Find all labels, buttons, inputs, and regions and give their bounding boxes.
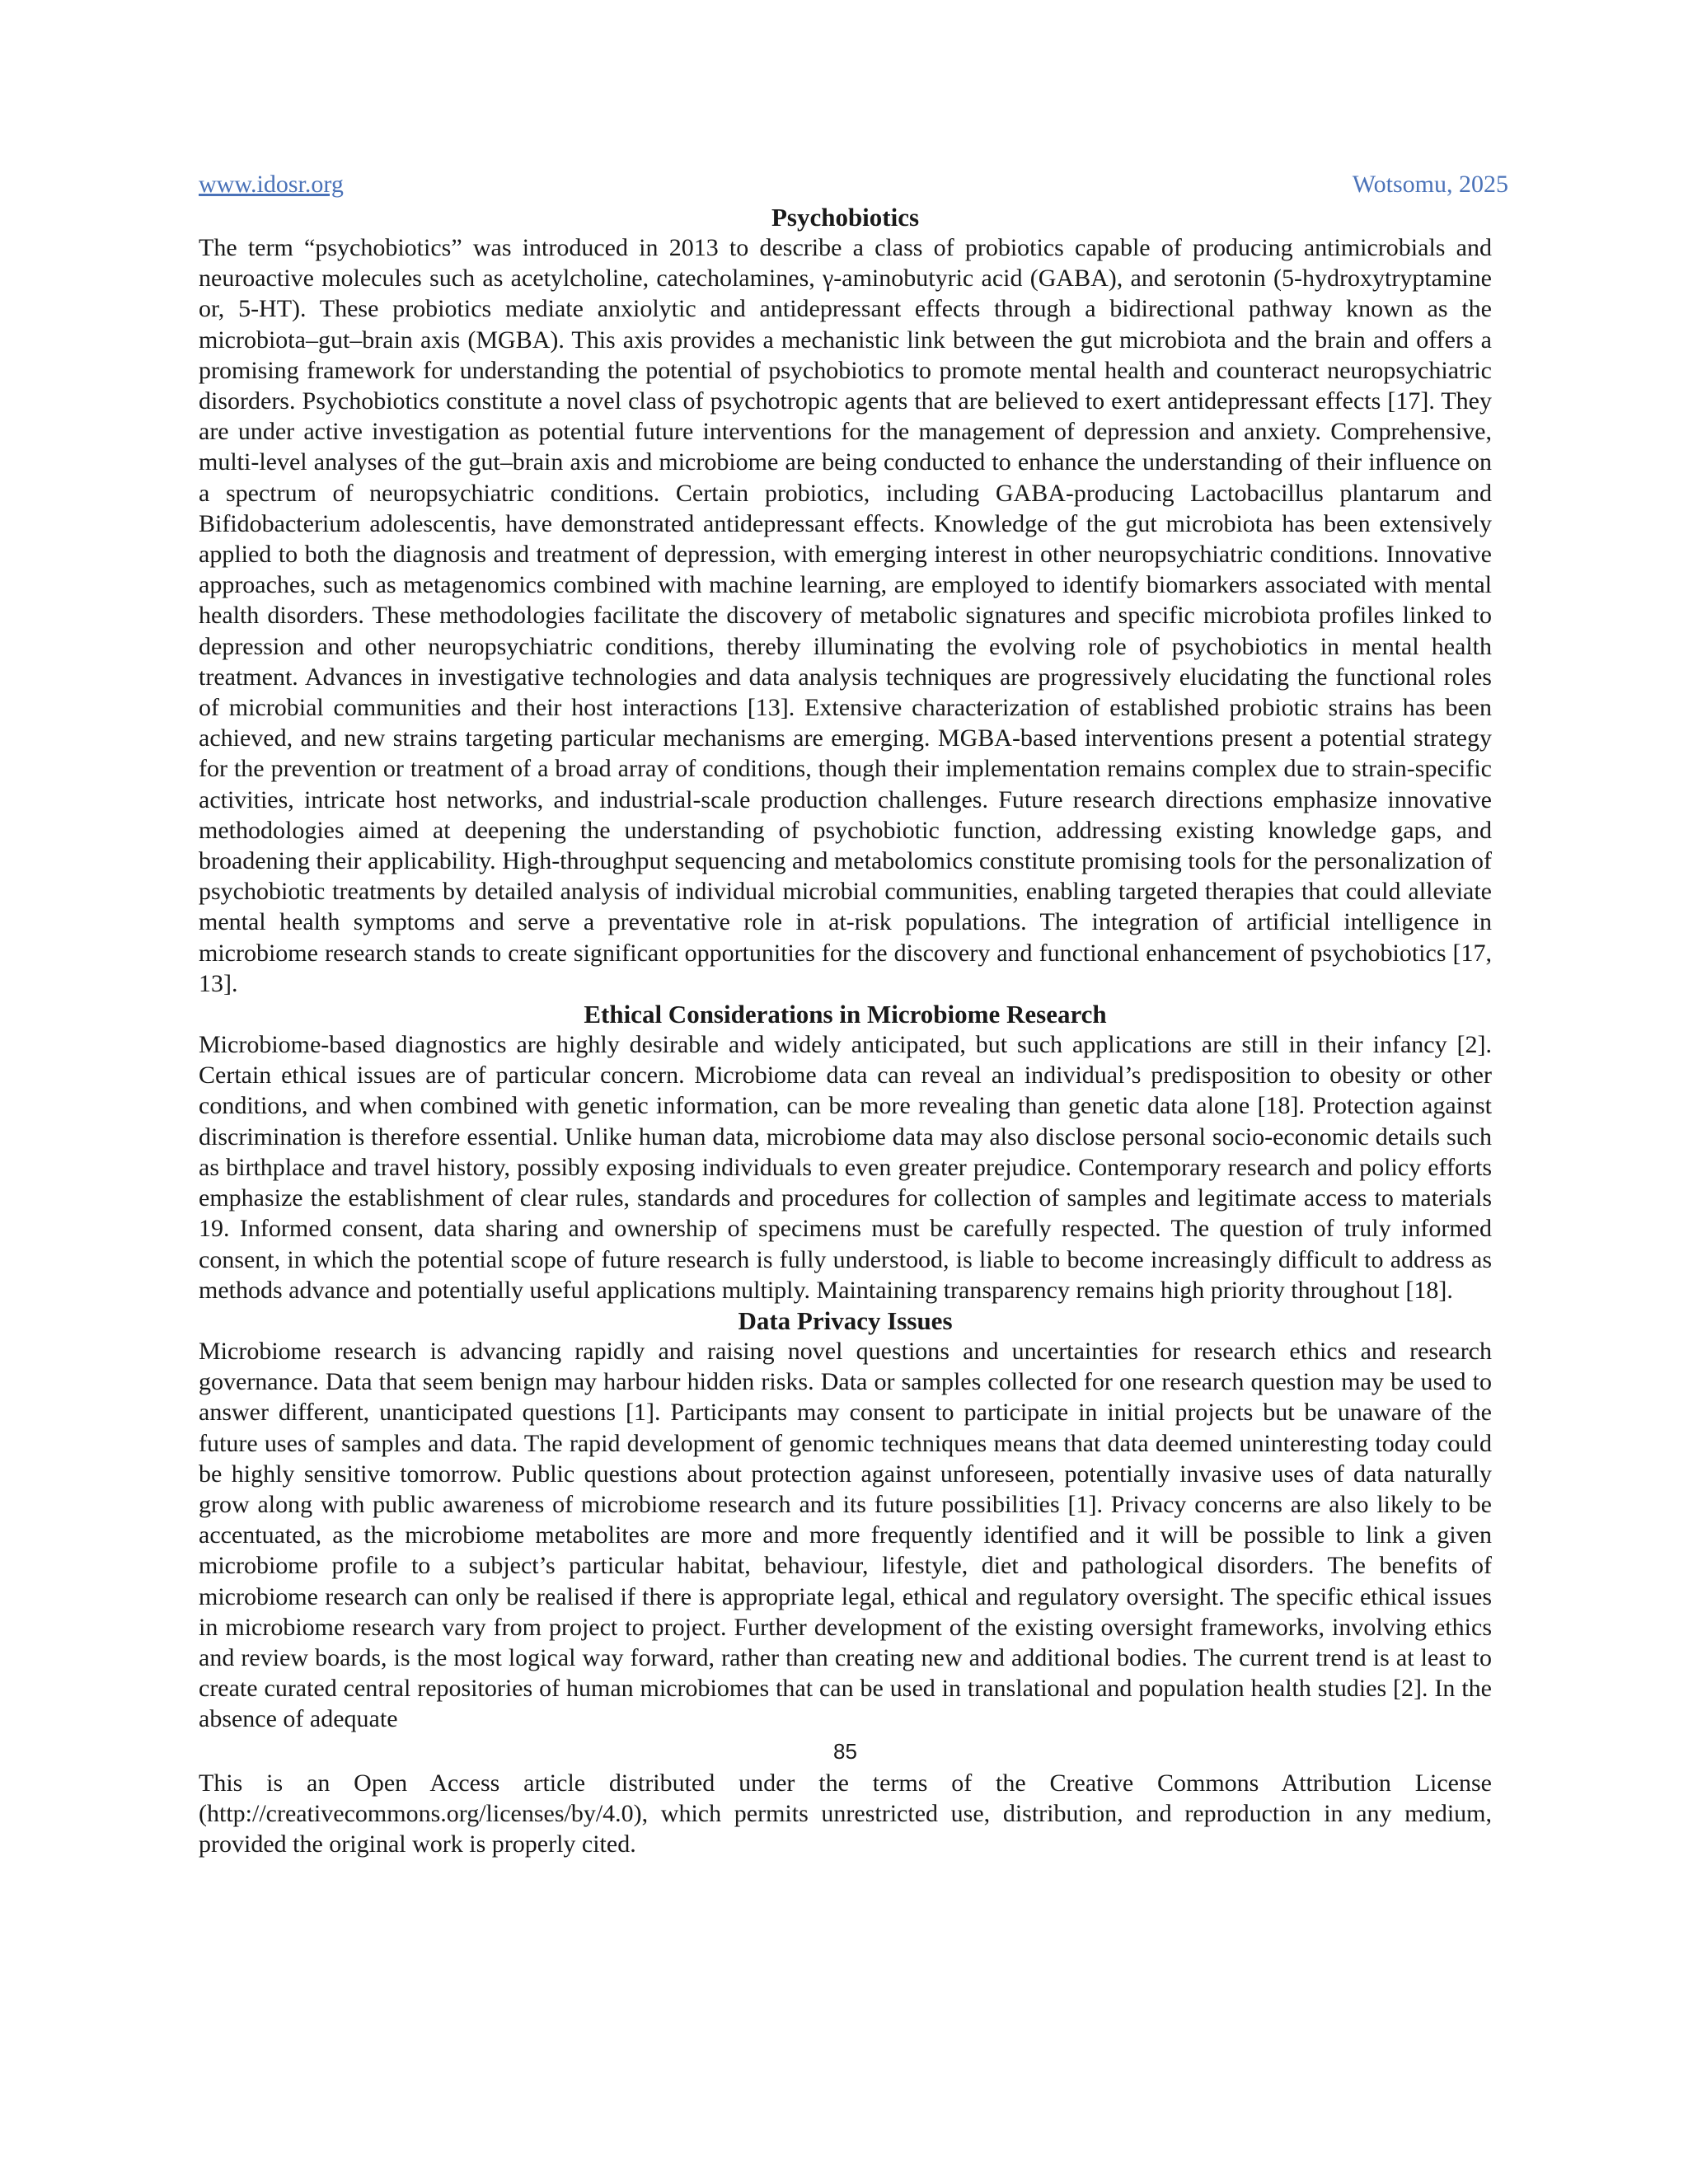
page-number: 85 bbox=[833, 1738, 857, 1764]
license-notice: This is an Open Access article distributed under the terms of the Creative Commons Attribution License (http://creativecommons.org/licenses/by/4.0), which permits unrestricted use, distribution, and reproduction in any medium, provided the original work is properly cited. bbox=[199, 1769, 1492, 1858]
section-data-privacy bbox=[199, 1305, 1492, 1735]
section-heading: Data Privacy Issues bbox=[738, 1305, 953, 1335]
section-heading: Psychobiotics bbox=[771, 203, 920, 232]
journal-site-link[interactable]: www.idosr.org bbox=[199, 171, 344, 198]
author-year: Wotsomu, 2025 bbox=[1352, 171, 1508, 198]
section-paragraph: The term “psychobiotics” was introduced in 2013 to describe a class of probiotics capable of producing antimicrobials and neuroactive molecules such as acetylcholine, catecholamines, γ-aminobutyric acid (GABA), and serotonin (5-hydroxytryptamine or, 5-HT). These probiotics mediate anxiolytic and antidepressant effects through a bidirectional pathway known as the microbiota–gut–brain axis (MGBA). This axis provides a mechanistic link between the gut microbiota and the brain and offers a promising framework for understanding the potential of psychobiotics to promote mental health and counteract neuropsychiatric disorders. Psychobiotics constitute a novel class of psychotropic agents that are believed to exert antidepressant effects [17]. They are under active investigation as potential future interventions for the management of depression and anxiety. Comprehensive, multi-level analyses of the gut–brain axis and microbiome are being conducted to enhance the understanding of their influence on a spectrum of neuropsychiatric conditions. Certain probiotics, including GABA-producing Lactobacillus plantarum and Bifidobacterium adolescentis, have demonstrated antidepressant effects. Knowledge of the gut microbiota has been extensively applied to both the diagnosis and treatment of depression, with emerging interest in other neuropsychiatric conditions. Innovative approaches, such as metagenomics combined with machine learning, are employed to identify biomarkers associated with mental health disorders. These methodologies facilitate the discovery of metabolic signatures and specific microbiota profiles linked to depression and other neuropsychiatric conditions, thereby illuminating the evolving role of psychobiotics in mental health treatment. Advances in investigative technologies and data analysis techniques are progressively elucidating the functional roles of microbial communities and their host interactions [13]. Extensive characterization of established probiotic strains has been achieved, and new strains targeting particular mechanisms are emerging. MGBA-based interventions present a potential strategy for the prevention or treatment of a broad array of conditions, though their implementation remains complex due to strain-specific activities, intricate host networks, and industrial-scale production challenges. Future research directions emphasize innovative methodologies aimed at deepening the understanding of psychobiotic function, addressing existing knowledge gaps, and broadening their applicability. High-throughput sequencing and metabolomics constitute promising tools for the personalization of psychobiotic treatments by detailed analysis of individual microbial communities, enabling targeted therapies that could alleviate mental health symptoms and serve a preventative role in at-risk populations. The integration of artificial intelligence in microbiome research stands to create significant opportunities for the discovery and functional enhancement of psychobiotics [17, 13]. bbox=[199, 234, 1492, 997]
section-paragraph: Microbiome research is advancing rapidly and raising novel questions and uncertainties for research ethics and research governance. Data that seem benign may harbour hidden risks. Data or samples collected for one research question may be used to answer different, unanticipated questions [1]. Participants may consent to participate in initial projects but be unaware of the future uses of samples and data. The rapid development of genomic techniques means that data deemed uninteresting today could be highly sensitive tomorrow. Public questions about protection against unforeseen, potentially invasive uses of data naturally grow along with public awareness of microbiome research and its future possibilities [1]. Privacy concerns are also likely to be accentuated, as the microbiome metabolites are more and more frequently identified and it will be possible to link a given microbiome profile to a subject’s particular habitat, behaviour, lifestyle, diet and pathological disorders. The benefits of microbiome research can only be realised if there is appropriate legal, ethical and regulatory oversight. The specific ethical issues in microbiome research vary from project to project. Further development of the existing oversight frameworks, involving ethics and review boards, is the most logical way forward, rather than creating new and additional bodies. The current trend is at least to create curated central repositories of human microbiomes that can be used in translational and population health studies [2]. In the absence of adequate bbox=[199, 1337, 1492, 1733]
section-psychobiotics bbox=[199, 202, 1492, 999]
page bbox=[199, 169, 1508, 1859]
section-paragraph: Microbiome-based diagnostics are highly desirable and widely anticipated, but such applications are still in their infancy [2]. Certain ethical issues are of particular concern. Microbiome data can reveal an individual’s predisposition to obesity or other conditions, and when combined with genetic information, can be more revealing than genetic data alone [18]. Protection against discrimination is therefore essential. Unlike human data, microbiome data may also disclose personal socio-economic details such as birthplace and travel history, possibly exposing individuals to even greater prejudice. Contemporary research and policy efforts emphasize the establishment of clear rules, standards and procedures for collection of samples and legitimate access to materials 19. Informed consent, data sharing and ownership of specimens must be carefully respected. The question of truly informed consent, in which the potential scope of future research is fully understood, is liable to become increasingly difficult to address as methods advance and potentially useful applications multiply. Maintaining transparency remains high priority throughout [18]. bbox=[199, 1031, 1492, 1304]
section-ethical-considerations bbox=[199, 999, 1492, 1305]
running-header bbox=[199, 169, 1508, 200]
section-heading: Ethical Considerations in Microbiome Research bbox=[584, 1000, 1107, 1029]
